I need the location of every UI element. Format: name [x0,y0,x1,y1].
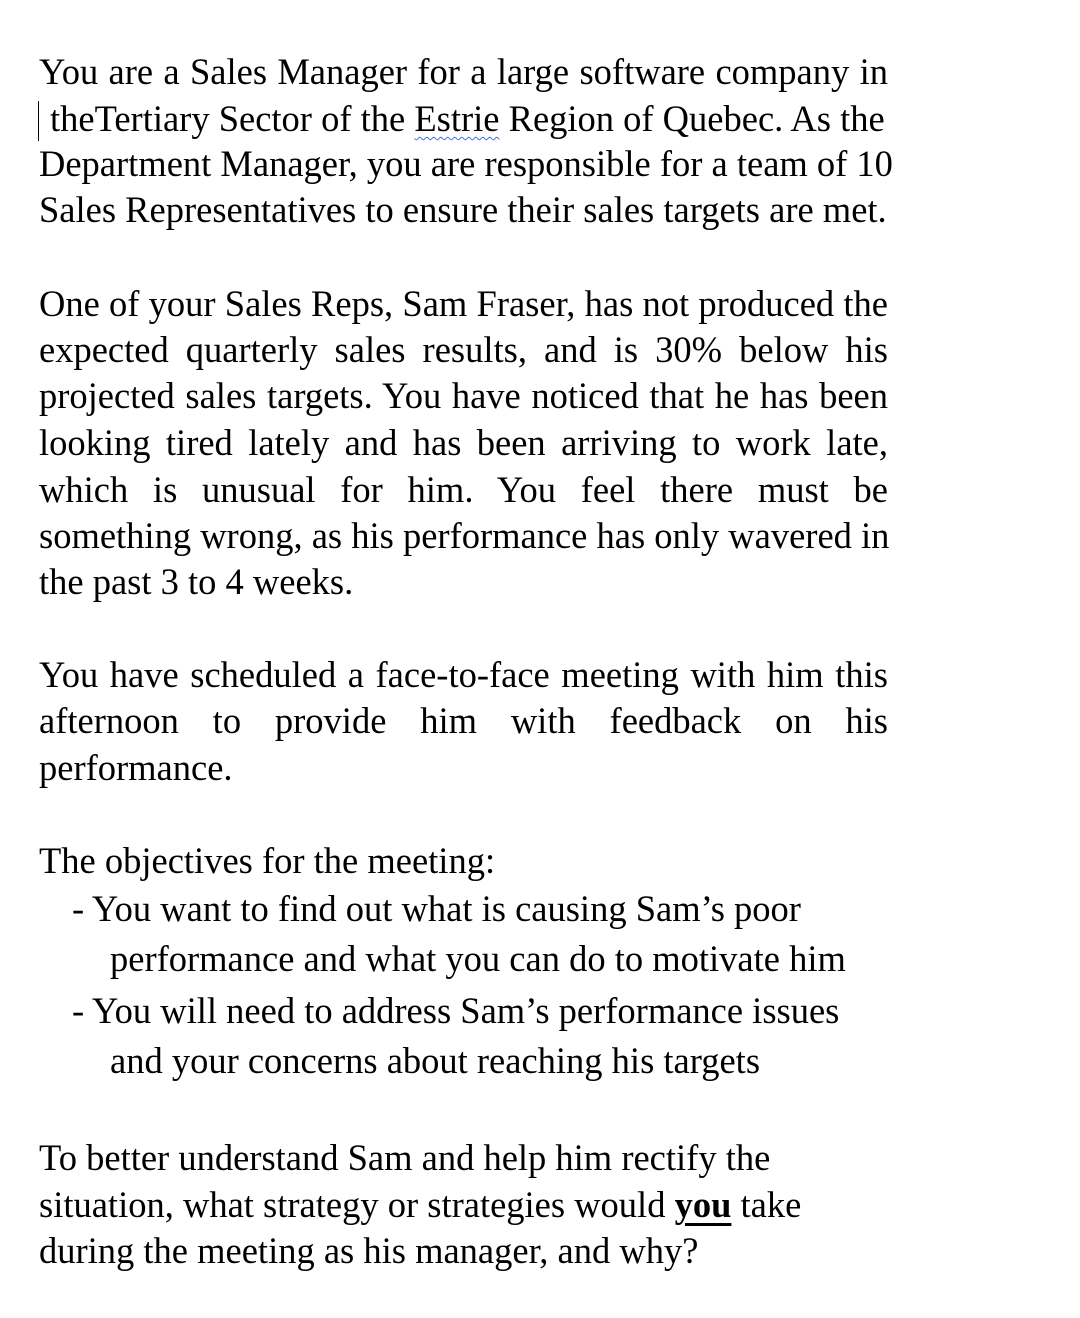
question-line-1: To better understand Sam and help him rectify the [39,1137,771,1178]
question-line-2-start: situation, what strategy or strategies would [39,1184,675,1225]
question-line-2-end: take [731,1184,802,1225]
paragraph-3-line-1: You have scheduled a face-to-face meeting with him this [39,654,888,695]
emphasized-you: you [674,1184,732,1225]
paragraph-2-line-2: expected quarterly sales results, and is 30% below his [39,329,888,370]
paragraph-1-line-1: You are a Sales Manager for a large software company in [39,51,888,92]
paragraph-2-line-3: projected sales targets. You have noticed that he has been [39,375,888,416]
paragraph-1-line-2-end: Region of Quebec. As the [499,98,885,139]
paragraph-2-line-6: something wrong, as his performance has only wavered in [39,515,890,556]
paragraph-2-line-1: One of your Sales Reps, Sam Fraser, has not produced the [39,283,888,324]
spelling-flagged-word[interactable]: Estrie [414,98,500,139]
objectives-heading: The objectives for the meeting: [39,840,496,881]
objective-item-2-line-2: and your concerns about reaching his targets [110,1040,761,1081]
objective-item-1-line-2: performance and what you can do to motivate him [110,938,846,979]
question-line-3: during the meeting as his manager, and why? [39,1230,699,1271]
text-cursor [38,101,39,141]
question-line-2 [39,1182,801,1228]
paragraph-3-line-2: afternoon to provide him with feedback on his [39,700,888,741]
paragraph-2-line-5: which is unusual for him. You feel there must be [39,469,888,510]
objective-item-1-line-1: - You want to find out what is causing Sam’s poor [72,888,801,929]
paragraph-2-line-7: the past 3 to 4 weeks. [39,561,354,602]
objective-item-2-line-1: - You will need to address Sam’s performance issues [72,990,840,1031]
paragraph-1-line-3: Department Manager, you are responsible for a team of 10 [39,143,893,184]
paragraph-1-line-2-start: theTertiary Sector of the [50,98,415,139]
paragraph-2-line-4: looking tired lately and has been arriving to work late, [39,422,888,463]
paragraph-1-line-2 [50,96,885,142]
paragraph-3-line-3: performance. [39,747,233,788]
paragraph-1-line-4: Sales Representatives to ensure their sales targets are met. [39,189,887,230]
